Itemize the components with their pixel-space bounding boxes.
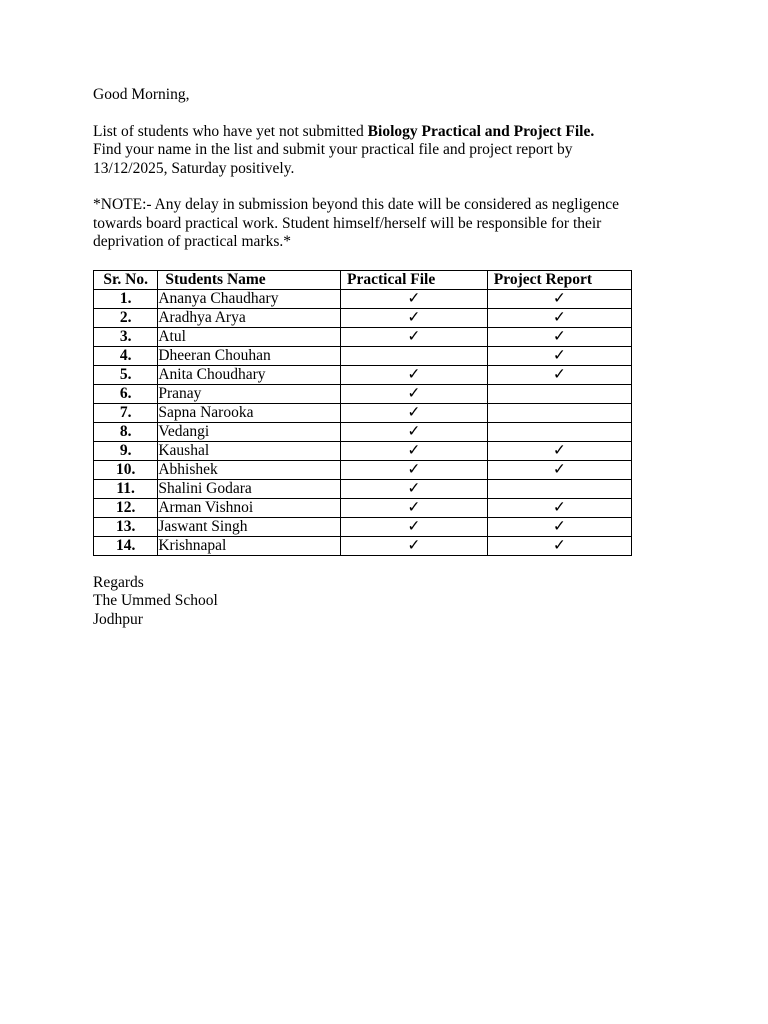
row-student-name: Anita Choudhary	[158, 365, 341, 384]
note-paragraph	[93, 196, 693, 252]
table-row	[94, 308, 632, 327]
row-student-name: Aradhya Arya	[158, 308, 341, 327]
row-project-report-check	[487, 384, 631, 403]
row-practical-file-check: ✓	[341, 365, 488, 384]
row-project-report-check: ✓	[487, 327, 631, 346]
students-table	[93, 270, 632, 556]
signoff-city: Jodhpur	[93, 610, 143, 628]
row-project-report-check: ✓	[487, 517, 631, 536]
row-practical-file-check: ✓	[341, 327, 488, 346]
row-sr-no: 6.	[94, 384, 158, 403]
row-project-report-check: ✓	[487, 460, 631, 479]
row-project-report-check	[487, 422, 631, 441]
row-sr-no: 7.	[94, 403, 158, 422]
row-student-name: Dheeran Chouhan	[158, 346, 341, 365]
table-row	[94, 346, 632, 365]
row-practical-file-check: ✓	[341, 498, 488, 517]
row-project-report-check: ✓	[487, 346, 631, 365]
row-practical-file-check: ✓	[341, 384, 488, 403]
row-project-report-check: ✓	[487, 536, 631, 555]
row-practical-file-check: ✓	[341, 403, 488, 422]
row-sr-no: 5.	[94, 365, 158, 384]
intro-paragraph	[93, 123, 693, 179]
table-row	[94, 422, 632, 441]
table-row	[94, 498, 632, 517]
header-practical-file: Practical File	[341, 270, 488, 289]
table-header-row	[94, 270, 632, 289]
intro-line-3: 13/12/2025, Saturday positively.	[93, 159, 295, 177]
row-student-name: Pranay	[158, 384, 341, 403]
row-practical-file-check: ✓	[341, 308, 488, 327]
signoff-regards: Regards	[93, 573, 144, 591]
row-practical-file-check: ✓	[341, 422, 488, 441]
signoff	[93, 574, 693, 630]
row-sr-no: 14.	[94, 536, 158, 555]
row-project-report-check	[487, 479, 631, 498]
row-sr-no: 9.	[94, 441, 158, 460]
row-project-report-check: ✓	[487, 308, 631, 327]
row-student-name: Kaushal	[158, 441, 341, 460]
row-student-name: Sapna Narooka	[158, 403, 341, 422]
greeting: Good Morning,	[93, 86, 190, 103]
document-page	[93, 86, 693, 629]
table-row	[94, 441, 632, 460]
row-sr-no: 3.	[94, 327, 158, 346]
header-project-report: Project Report	[487, 270, 631, 289]
intro-line-1	[93, 123, 693, 142]
table-row	[94, 384, 632, 403]
row-student-name: Vedangi	[158, 422, 341, 441]
intro-subject: Biology Practical and Project File.	[367, 122, 595, 140]
row-project-report-check: ✓	[487, 498, 631, 517]
table-row	[94, 536, 632, 555]
note-line-2: towards board practical work. Student himself/herself will be responsible for their	[93, 214, 602, 232]
intro-line-2: Find your name in the list and submit your practical file and project report by	[93, 141, 573, 158]
table-row	[94, 479, 632, 498]
row-project-report-check: ✓	[487, 289, 631, 308]
row-practical-file-check	[341, 346, 488, 365]
table-row	[94, 365, 632, 384]
row-sr-no: 11.	[94, 479, 158, 498]
table-row	[94, 327, 632, 346]
row-sr-no: 10.	[94, 460, 158, 479]
row-student-name: Krishnapal	[158, 536, 341, 555]
table-row	[94, 517, 632, 536]
row-practical-file-check: ✓	[341, 441, 488, 460]
row-practical-file-check: ✓	[341, 536, 488, 555]
table-row	[94, 460, 632, 479]
note-line-3: deprivation of practical marks.*	[93, 233, 291, 250]
row-practical-file-check: ✓	[341, 289, 488, 308]
table-body	[94, 289, 632, 555]
row-sr-no: 4.	[94, 346, 158, 365]
row-project-report-check	[487, 403, 631, 422]
row-practical-file-check: ✓	[341, 517, 488, 536]
row-sr-no: 12.	[94, 498, 158, 517]
row-student-name: Ananya Chaudhary	[158, 289, 341, 308]
header-student-name: Students Name	[158, 270, 341, 289]
note-line-1: *NOTE:- Any delay in submission beyond this date will be considered as negligence	[93, 196, 620, 213]
row-practical-file-check: ✓	[341, 479, 488, 498]
intro-prefix: List of students who have yet not submitted	[93, 122, 368, 140]
row-student-name: Atul	[158, 327, 341, 346]
row-sr-no: 8.	[94, 422, 158, 441]
row-student-name: Arman Vishnoi	[158, 498, 341, 517]
row-sr-no: 2.	[94, 308, 158, 327]
table-row	[94, 403, 632, 422]
row-practical-file-check: ✓	[341, 460, 488, 479]
row-project-report-check: ✓	[487, 365, 631, 384]
row-sr-no: 13.	[94, 517, 158, 536]
signoff-school: The Ummed School	[93, 592, 218, 609]
header-sr-no: Sr. No.	[94, 270, 158, 289]
row-project-report-check: ✓	[487, 441, 631, 460]
row-student-name: Abhishek	[158, 460, 341, 479]
table-row	[94, 289, 632, 308]
row-student-name: Shalini Godara	[158, 479, 341, 498]
row-sr-no: 1.	[94, 289, 158, 308]
row-student-name: Jaswant Singh	[158, 517, 341, 536]
